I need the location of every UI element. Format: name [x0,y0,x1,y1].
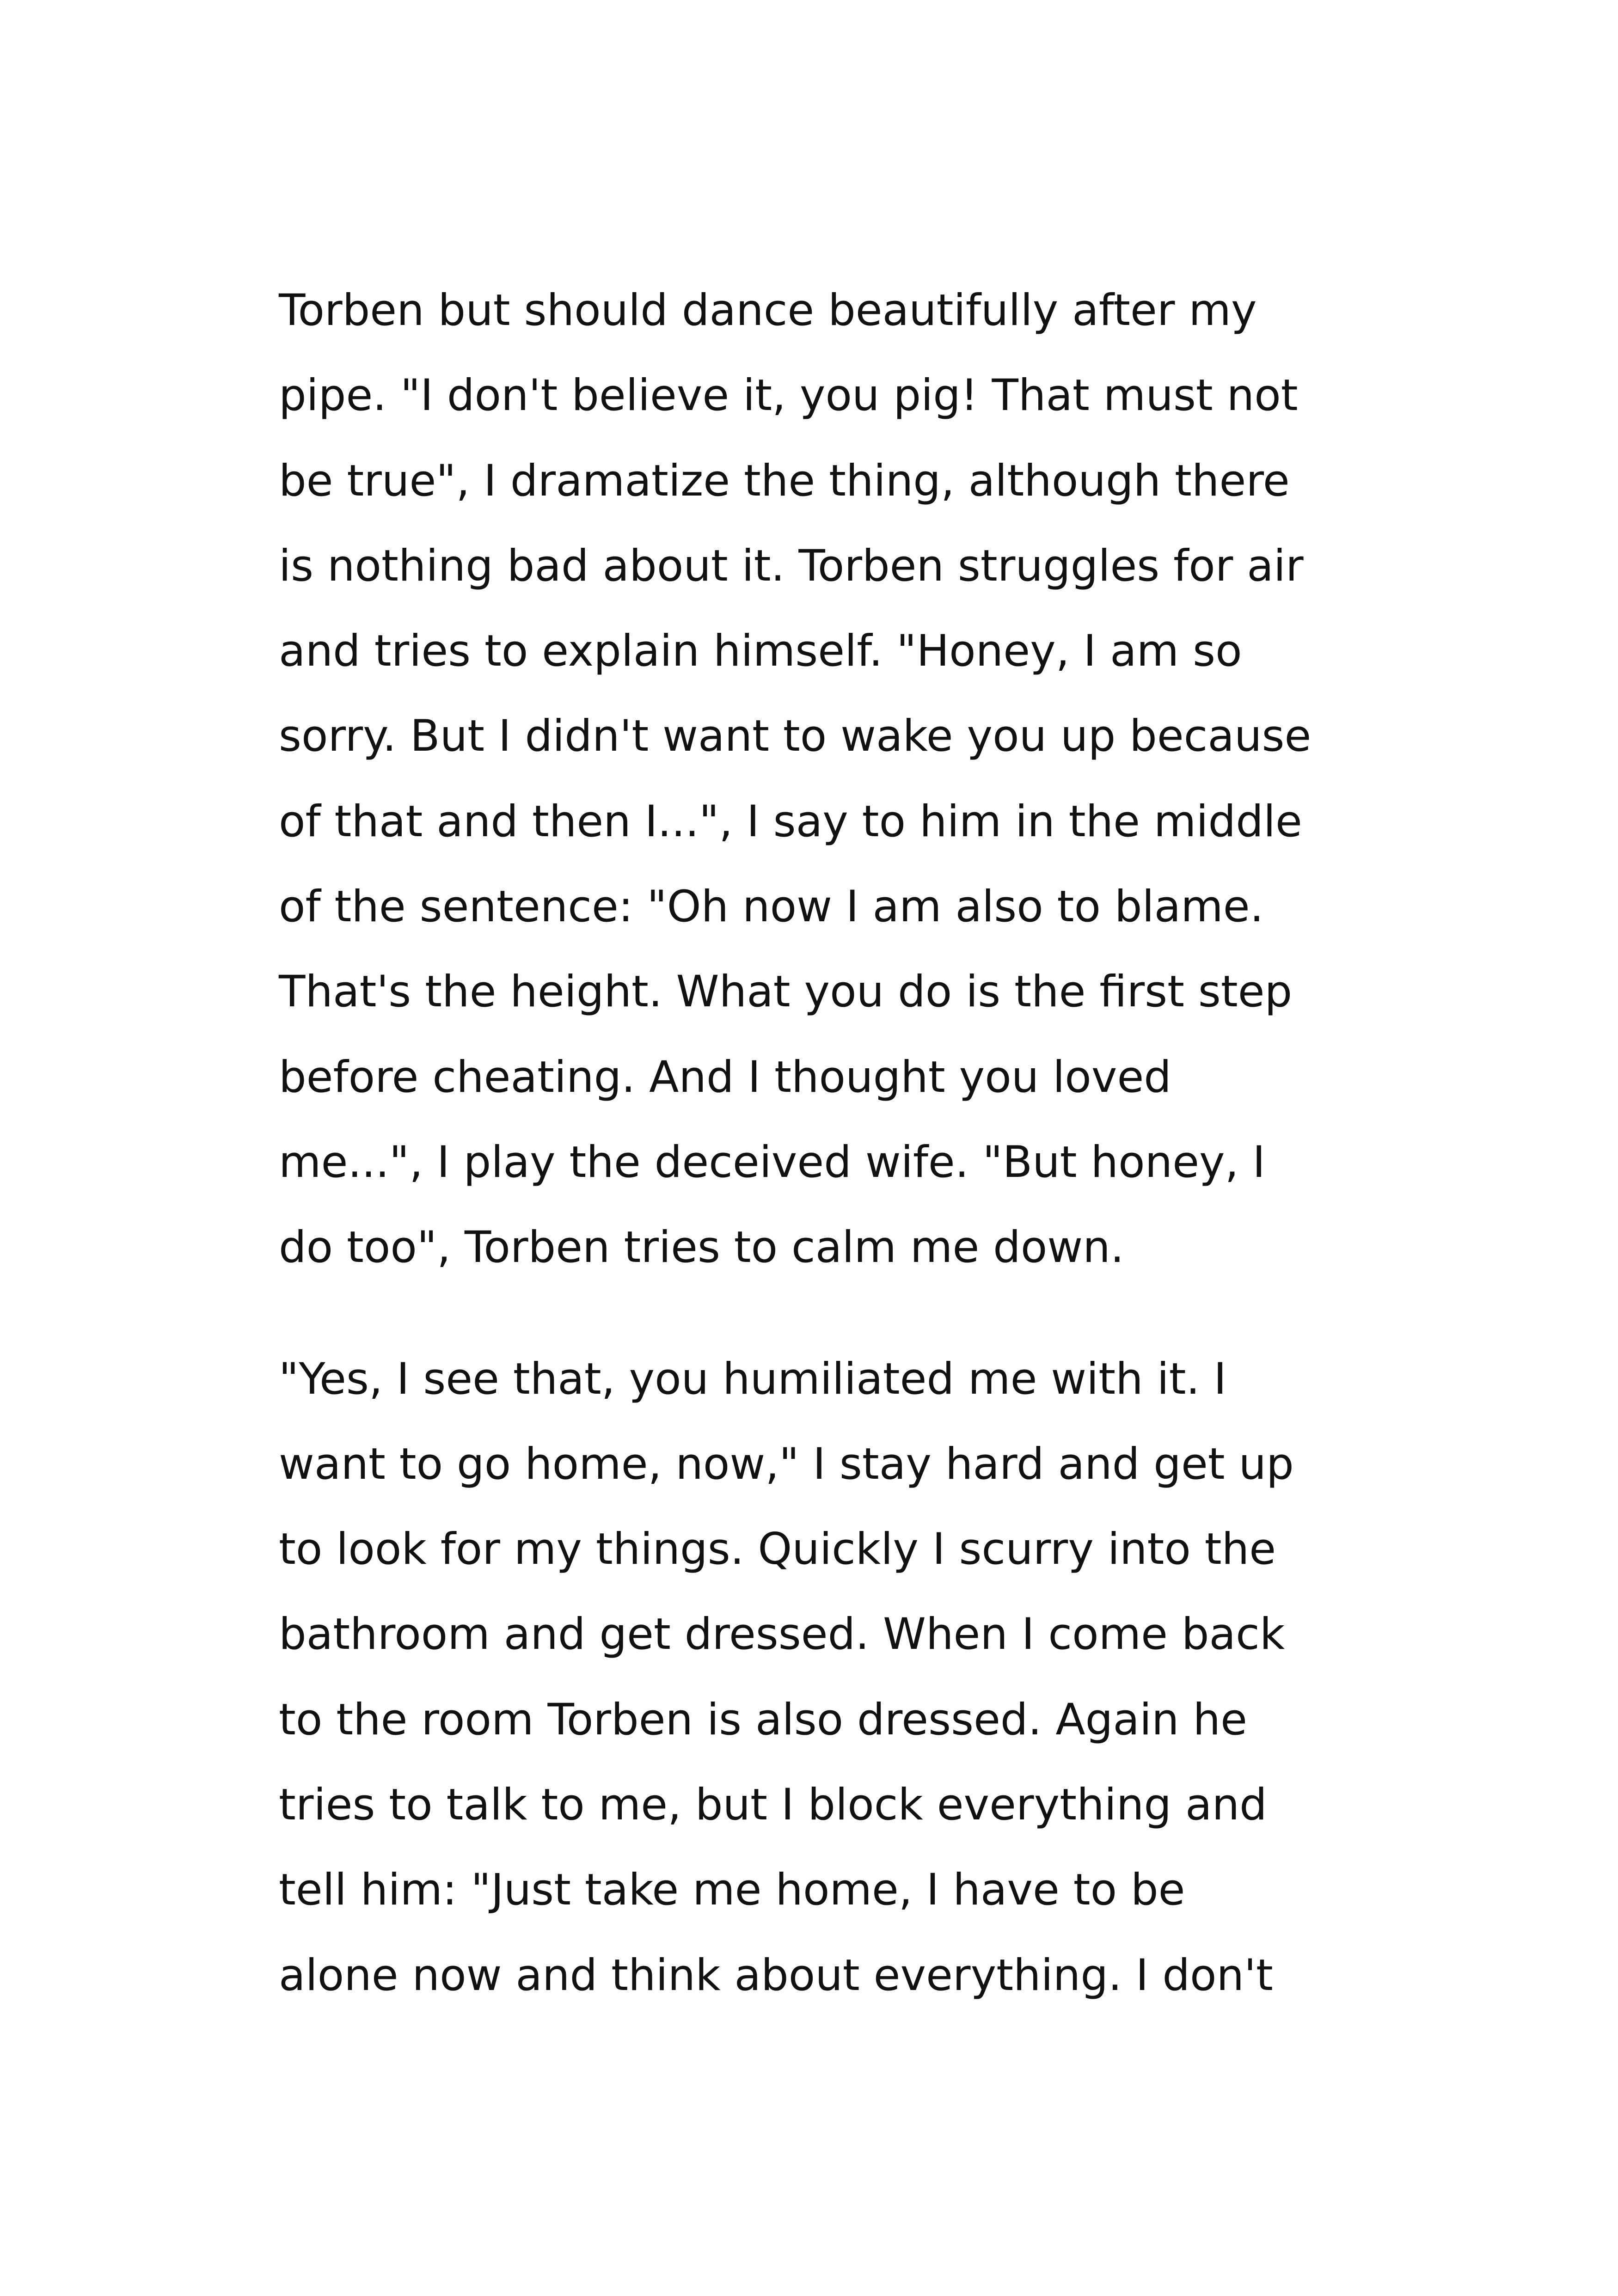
body-text [279,268,1361,2018]
text-line: is nothing bad about it. Torben struggles for air [279,540,1304,591]
paragraph [279,268,1361,1291]
text-line: before cheating. And I thought you loved [279,1052,1171,1102]
text-line: "Yes, I see that, you humiliated me with it. I [279,1353,1227,1404]
paragraph-spacer [279,1291,1361,1337]
text-line: tell him: "Just take me home, I have to be [279,1865,1185,1916]
text-line: to look for my things. Quickly I scurry into the [279,1524,1276,1575]
text-line: of that and then I...", I say to him in the middle [279,796,1302,847]
text-line: do too", Torben tries to calm me down. [279,1222,1124,1273]
text-line: to the room Torben is also dressed. Again he [279,1694,1247,1745]
text-line: alone now and think about everything. I don't [279,1950,1273,2001]
text-line: sorry. But I didn't want to wake you up because [279,711,1312,762]
text-line: That's the height. What you do is the first step [279,967,1293,1017]
paragraph [279,1337,1361,2018]
text-line: Torben but should dance beautifully after my [279,285,1257,336]
text-line: want to go home, now," I stay hard and get up [279,1439,1294,1489]
text-line: bathroom and get dressed. When I come back [279,1609,1285,1660]
text-line: me...", I play the deceived wife. "But honey, I [279,1137,1266,1188]
text-line: and tries to explain himself. "Honey, I am so [279,626,1242,677]
text-line: tries to talk to me, but I block everything and [279,1780,1267,1831]
text-line: be true", I dramatize the thing, although there [279,455,1290,506]
text-line: of the sentence: "Oh now I am also to blame. [279,882,1264,932]
text-line: pipe. "I don't believe it, you pig! That must not [279,370,1298,421]
